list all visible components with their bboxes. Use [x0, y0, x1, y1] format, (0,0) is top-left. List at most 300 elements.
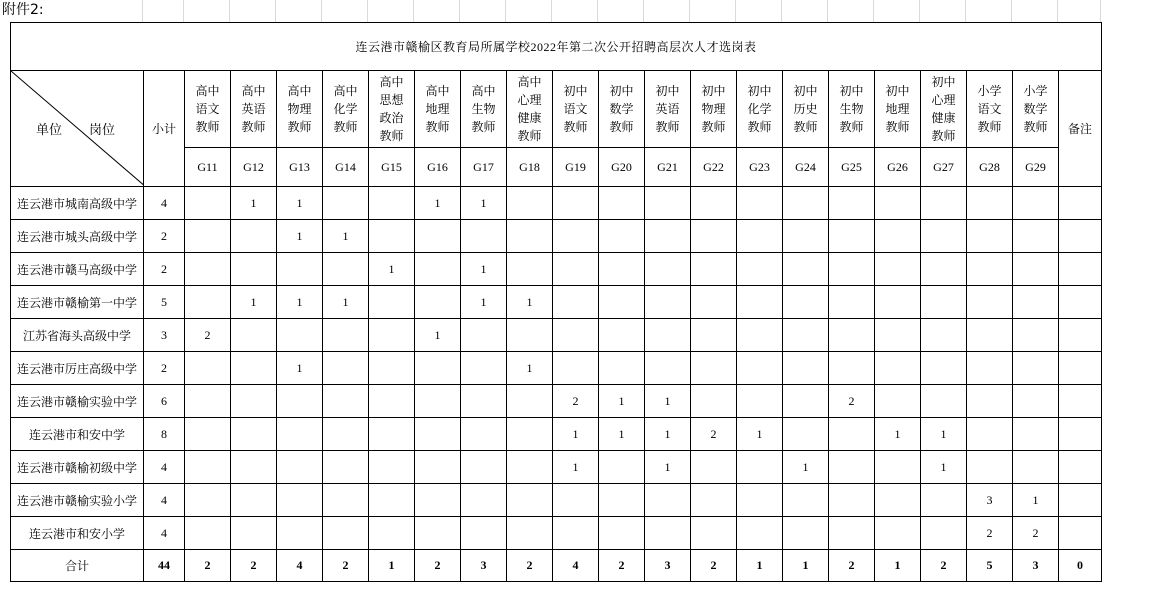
post-count-cell	[369, 517, 415, 550]
post-count-cell	[369, 187, 415, 220]
post-count-cell: 2	[921, 550, 967, 582]
post-count-cell	[507, 385, 553, 418]
post-count-cell	[737, 517, 783, 550]
post-name-header: 初中 化学 教师	[737, 71, 783, 148]
unit-post-header	[11, 71, 144, 187]
post-count-cell	[967, 187, 1013, 220]
post-count-cell	[829, 286, 875, 319]
post-count-cell	[599, 253, 645, 286]
post-count-cell	[185, 517, 231, 550]
post-count-cell	[691, 484, 737, 517]
subtotal-cell: 44	[144, 550, 185, 582]
post-count-cell	[737, 220, 783, 253]
post-count-cell	[369, 220, 415, 253]
post-count-cell	[369, 286, 415, 319]
table-row	[11, 253, 1102, 286]
post-count-cell: 1	[507, 286, 553, 319]
table-row	[11, 286, 1102, 319]
post-count-cell	[783, 187, 829, 220]
post-count-cell: 4	[553, 550, 599, 582]
post-count-cell: 1	[1013, 484, 1059, 517]
post-count-cell	[1013, 385, 1059, 418]
post-count-cell	[507, 253, 553, 286]
post-count-cell	[967, 319, 1013, 352]
post-count-cell	[645, 187, 691, 220]
post-name-header: 初中 地理 教师	[875, 71, 921, 148]
post-count-cell	[231, 385, 277, 418]
post-count-cell: 1	[783, 451, 829, 484]
post-name-header: 初中 物理 教师	[691, 71, 737, 148]
post-count-cell	[737, 352, 783, 385]
post-count-cell	[875, 220, 921, 253]
post-count-cell: 1	[783, 550, 829, 582]
post-count-cell	[461, 484, 507, 517]
post-count-cell	[737, 187, 783, 220]
table-row	[11, 187, 1102, 220]
subtotal-cell: 3	[144, 319, 185, 352]
subtotal-cell: 6	[144, 385, 185, 418]
post-count-cell	[645, 286, 691, 319]
post-count-cell	[277, 253, 323, 286]
post-count-cell	[691, 319, 737, 352]
remarks-header: 备注	[1059, 71, 1102, 187]
post-count-cell	[599, 319, 645, 352]
subtotal-cell: 4	[144, 484, 185, 517]
post-count-cell	[185, 484, 231, 517]
subtotal-header: 小计	[144, 71, 185, 187]
post-count-cell	[185, 418, 231, 451]
post-count-cell	[277, 484, 323, 517]
post-count-cell	[645, 319, 691, 352]
post-name-header: 初中 历史 教师	[783, 71, 829, 148]
post-count-cell: 1	[645, 451, 691, 484]
post-count-cell: 2	[185, 319, 231, 352]
post-code-header: G26	[875, 148, 921, 187]
post-count-cell	[415, 253, 461, 286]
subtotal-cell: 4	[144, 517, 185, 550]
post-count-cell	[691, 517, 737, 550]
post-count-cell	[369, 385, 415, 418]
post-count-cell: 2	[185, 550, 231, 582]
post-count-cell	[323, 484, 369, 517]
post-code-header: G25	[829, 148, 875, 187]
post-code-header: G29	[1013, 148, 1059, 187]
post-code-header: G22	[691, 148, 737, 187]
post-count-cell	[645, 517, 691, 550]
table-row	[11, 484, 1102, 517]
post-count-cell	[415, 352, 461, 385]
post-count-cell	[185, 187, 231, 220]
subtotal-cell: 8	[144, 418, 185, 451]
post-count-cell	[829, 187, 875, 220]
subtotal-cell: 2	[144, 352, 185, 385]
table-row	[11, 451, 1102, 484]
remark-cell	[1059, 352, 1102, 385]
post-name-header: 高中 思想 政治 教师	[369, 71, 415, 148]
post-count-cell	[645, 253, 691, 286]
post-count-cell: 1	[553, 418, 599, 451]
subtotal-cell: 2	[144, 220, 185, 253]
post-code-header: G16	[415, 148, 461, 187]
post-count-cell	[599, 352, 645, 385]
post-count-cell	[921, 352, 967, 385]
post-count-cell	[553, 484, 599, 517]
post-count-cell	[323, 187, 369, 220]
post-count-cell	[415, 418, 461, 451]
post-count-cell	[185, 352, 231, 385]
post-count-cell	[737, 484, 783, 517]
post-count-cell	[323, 451, 369, 484]
post-count-cell	[1013, 418, 1059, 451]
post-count-cell	[921, 253, 967, 286]
school-name: 连云港市和安中学	[11, 418, 144, 451]
post-count-cell	[921, 517, 967, 550]
post-count-cell: 1	[415, 319, 461, 352]
post-count-cell	[1013, 451, 1059, 484]
post-count-cell: 5	[967, 550, 1013, 582]
post-count-cell	[461, 451, 507, 484]
post-count-cell: 2	[507, 550, 553, 582]
post-count-cell: 2	[599, 550, 645, 582]
post-count-cell: 1	[323, 220, 369, 253]
post-code-header: G21	[645, 148, 691, 187]
post-count-cell	[231, 484, 277, 517]
post-count-cell	[737, 385, 783, 418]
post-count-cell	[553, 352, 599, 385]
remark-cell	[1059, 451, 1102, 484]
post-count-cell	[875, 352, 921, 385]
post-count-cell	[737, 319, 783, 352]
post-name-header: 小学 语文 教师	[967, 71, 1013, 148]
post-count-cell	[461, 352, 507, 385]
post-count-cell: 1	[921, 418, 967, 451]
post-code-header: G12	[231, 148, 277, 187]
post-count-cell	[277, 517, 323, 550]
post-count-cell: 2	[967, 517, 1013, 550]
post-count-cell	[369, 319, 415, 352]
post-count-cell: 1	[645, 418, 691, 451]
post-count-cell: 1	[461, 187, 507, 220]
post-count-cell	[185, 253, 231, 286]
post-code-header: G11	[185, 148, 231, 187]
post-count-cell	[599, 187, 645, 220]
post-count-cell: 1	[277, 286, 323, 319]
post-count-cell	[507, 319, 553, 352]
post-count-cell	[921, 286, 967, 319]
post-count-cell	[691, 253, 737, 286]
table-row	[11, 517, 1102, 550]
post-count-cell: 1	[231, 187, 277, 220]
post-count-cell: 2	[1013, 517, 1059, 550]
post-count-cell	[967, 286, 1013, 319]
post-count-cell	[369, 484, 415, 517]
school-name: 连云港市厉庄高级中学	[11, 352, 144, 385]
post-count-cell	[553, 253, 599, 286]
post-code-header: G23	[737, 148, 783, 187]
remark-cell	[1059, 385, 1102, 418]
post-count-cell	[415, 484, 461, 517]
post-count-cell	[323, 517, 369, 550]
post-count-cell: 1	[921, 451, 967, 484]
post-count-cell	[369, 352, 415, 385]
post-count-cell: 2	[691, 418, 737, 451]
post-count-cell: 3	[461, 550, 507, 582]
post-count-cell	[461, 385, 507, 418]
table-row	[11, 220, 1102, 253]
post-count-cell	[507, 484, 553, 517]
post-name-header: 初中 心理 健康 教师	[921, 71, 967, 148]
post-count-cell	[829, 451, 875, 484]
post-count-cell	[553, 517, 599, 550]
post-count-cell	[599, 451, 645, 484]
post-count-cell	[461, 319, 507, 352]
post-count-cell	[645, 484, 691, 517]
post-count-cell	[461, 517, 507, 550]
subtotal-cell: 5	[144, 286, 185, 319]
post-count-cell: 1	[369, 550, 415, 582]
post-count-cell: 1	[875, 418, 921, 451]
total-label: 合计	[11, 550, 144, 582]
post-count-cell	[875, 484, 921, 517]
post-count-cell	[507, 517, 553, 550]
unit-label: 单位	[36, 123, 63, 138]
post-count-cell	[507, 187, 553, 220]
post-count-cell	[277, 385, 323, 418]
post-count-cell	[323, 418, 369, 451]
post-count-cell	[921, 484, 967, 517]
attachment-label: 附件2:	[2, 2, 44, 18]
post-name-header: 初中 语文 教师	[553, 71, 599, 148]
post-count-cell	[323, 352, 369, 385]
post-count-cell: 1	[737, 550, 783, 582]
school-name: 连云港市赣马高级中学	[11, 253, 144, 286]
post-count-cell: 4	[277, 550, 323, 582]
post-count-cell	[783, 484, 829, 517]
total-row	[11, 550, 1102, 582]
school-name: 连云港市赣榆第一中学	[11, 286, 144, 319]
post-count-cell	[783, 352, 829, 385]
post-count-cell	[415, 220, 461, 253]
remark-cell	[1059, 418, 1102, 451]
post-count-cell	[967, 220, 1013, 253]
table-row	[11, 319, 1102, 352]
post-count-cell	[691, 385, 737, 418]
post-count-cell	[967, 418, 1013, 451]
table-title: 连云港市赣榆区教育局所属学校2022年第二次公开招聘高层次人才选岗表	[11, 23, 1102, 71]
post-count-cell	[967, 253, 1013, 286]
post-count-cell	[967, 451, 1013, 484]
post-name-header: 初中 英语 教师	[645, 71, 691, 148]
post-count-cell	[369, 418, 415, 451]
post-count-cell	[783, 253, 829, 286]
post-count-cell: 2	[553, 385, 599, 418]
remark-cell	[1059, 319, 1102, 352]
post-count-cell	[737, 253, 783, 286]
post-count-cell: 2	[829, 385, 875, 418]
post-count-cell	[507, 418, 553, 451]
post-count-cell	[921, 220, 967, 253]
post-count-cell: 2	[691, 550, 737, 582]
recruitment-table	[10, 22, 1102, 582]
post-count-cell	[691, 286, 737, 319]
post-count-cell	[231, 319, 277, 352]
post-count-cell: 1	[737, 418, 783, 451]
post-name-header: 高中 生物 教师	[461, 71, 507, 148]
post-count-cell	[921, 385, 967, 418]
post-count-cell: 1	[415, 187, 461, 220]
school-name: 连云港市赣榆初级中学	[11, 451, 144, 484]
post-count-cell	[829, 484, 875, 517]
post-count-cell	[829, 319, 875, 352]
post-count-cell	[461, 220, 507, 253]
subtotal-cell: 2	[144, 253, 185, 286]
post-name-header: 小学 数学 教师	[1013, 71, 1059, 148]
post-count-cell	[461, 418, 507, 451]
post-count-cell	[277, 451, 323, 484]
post-count-cell	[231, 451, 277, 484]
remark-cell	[1059, 484, 1102, 517]
post-count-cell	[691, 451, 737, 484]
post-count-cell	[553, 220, 599, 253]
post-count-cell	[507, 220, 553, 253]
post-count-cell	[783, 220, 829, 253]
post-count-cell	[185, 220, 231, 253]
post-count-cell	[783, 319, 829, 352]
post-count-cell	[323, 385, 369, 418]
remark-cell	[1059, 253, 1102, 286]
post-count-cell: 1	[369, 253, 415, 286]
school-name: 连云港市和安小学	[11, 517, 144, 550]
post-count-cell	[875, 187, 921, 220]
remark-cell	[1059, 286, 1102, 319]
post-count-cell	[231, 220, 277, 253]
post-count-cell: 1	[507, 352, 553, 385]
remark-cell	[1059, 187, 1102, 220]
post-count-cell	[875, 253, 921, 286]
post-count-cell	[599, 286, 645, 319]
post-count-cell	[599, 220, 645, 253]
remark-cell: 0	[1059, 550, 1102, 582]
post-name-header: 初中 生物 教师	[829, 71, 875, 148]
post-count-cell	[231, 517, 277, 550]
post-count-cell	[783, 517, 829, 550]
post-count-cell	[415, 517, 461, 550]
post-count-cell: 1	[461, 286, 507, 319]
post-count-cell	[415, 385, 461, 418]
post-count-cell: 1	[323, 286, 369, 319]
post-count-cell: 1	[875, 550, 921, 582]
post-count-cell	[783, 418, 829, 451]
post-count-cell	[875, 517, 921, 550]
post-code-header: G24	[783, 148, 829, 187]
school-name: 连云港市赣榆实验中学	[11, 385, 144, 418]
post-count-cell: 2	[231, 550, 277, 582]
post-count-cell	[1013, 220, 1059, 253]
school-name: 连云港市城南高级中学	[11, 187, 144, 220]
table-row	[11, 352, 1102, 385]
post-count-cell	[185, 286, 231, 319]
remark-cell	[1059, 517, 1102, 550]
post-count-cell	[553, 286, 599, 319]
post-count-cell: 1	[553, 451, 599, 484]
post-count-cell	[829, 253, 875, 286]
post-count-cell	[829, 517, 875, 550]
post-name-header: 高中 心理 健康 教师	[507, 71, 553, 148]
post-code-header: G15	[369, 148, 415, 187]
post-count-cell	[691, 187, 737, 220]
post-code-header: G20	[599, 148, 645, 187]
post-count-cell: 1	[277, 352, 323, 385]
post-count-cell	[921, 187, 967, 220]
post-count-cell	[323, 253, 369, 286]
post-count-cell	[369, 451, 415, 484]
post-count-cell	[231, 418, 277, 451]
post-code-header: G14	[323, 148, 369, 187]
school-name: 连云港市城头高级中学	[11, 220, 144, 253]
post-count-cell	[737, 451, 783, 484]
post-count-cell	[875, 451, 921, 484]
post-count-cell	[875, 319, 921, 352]
subtotal-cell: 4	[144, 451, 185, 484]
post-count-cell	[553, 319, 599, 352]
post-name-header: 高中 语文 教师	[185, 71, 231, 148]
post-count-cell	[645, 352, 691, 385]
school-name: 连云港市赣榆实验小学	[11, 484, 144, 517]
post-count-cell	[185, 451, 231, 484]
post-count-cell	[1013, 286, 1059, 319]
post-code-header: G28	[967, 148, 1013, 187]
post-code-header: G19	[553, 148, 599, 187]
post-count-cell	[415, 286, 461, 319]
post-count-cell: 2	[415, 550, 461, 582]
post-code-header: G17	[461, 148, 507, 187]
post-count-cell: 2	[829, 550, 875, 582]
post-name-header: 高中 物理 教师	[277, 71, 323, 148]
sheet-header-gridlines	[0, 0, 1110, 22]
post-label: 岗位	[89, 123, 116, 138]
table-row	[11, 385, 1102, 418]
post-count-cell: 1	[645, 385, 691, 418]
post-count-cell: 1	[599, 385, 645, 418]
post-count-cell	[323, 319, 369, 352]
post-name-header: 高中 英语 教师	[231, 71, 277, 148]
post-count-cell	[1013, 187, 1059, 220]
post-count-cell	[277, 319, 323, 352]
post-count-cell	[691, 352, 737, 385]
remark-cell	[1059, 220, 1102, 253]
post-name-header: 初中 数学 教师	[599, 71, 645, 148]
post-name-header: 高中 地理 教师	[415, 71, 461, 148]
post-count-cell	[1013, 253, 1059, 286]
post-count-cell	[829, 352, 875, 385]
post-count-cell: 2	[323, 550, 369, 582]
post-count-cell	[185, 385, 231, 418]
post-count-cell	[277, 418, 323, 451]
post-code-header: G27	[921, 148, 967, 187]
post-count-cell	[645, 220, 691, 253]
post-count-cell	[507, 451, 553, 484]
post-count-cell	[1013, 319, 1059, 352]
post-code-header: G18	[507, 148, 553, 187]
post-count-cell	[415, 451, 461, 484]
post-count-cell	[875, 385, 921, 418]
post-count-cell	[921, 319, 967, 352]
post-count-cell	[829, 220, 875, 253]
post-count-cell	[599, 517, 645, 550]
subtotal-cell: 4	[144, 187, 185, 220]
post-count-cell: 1	[277, 220, 323, 253]
diagonal-divider	[11, 71, 144, 187]
